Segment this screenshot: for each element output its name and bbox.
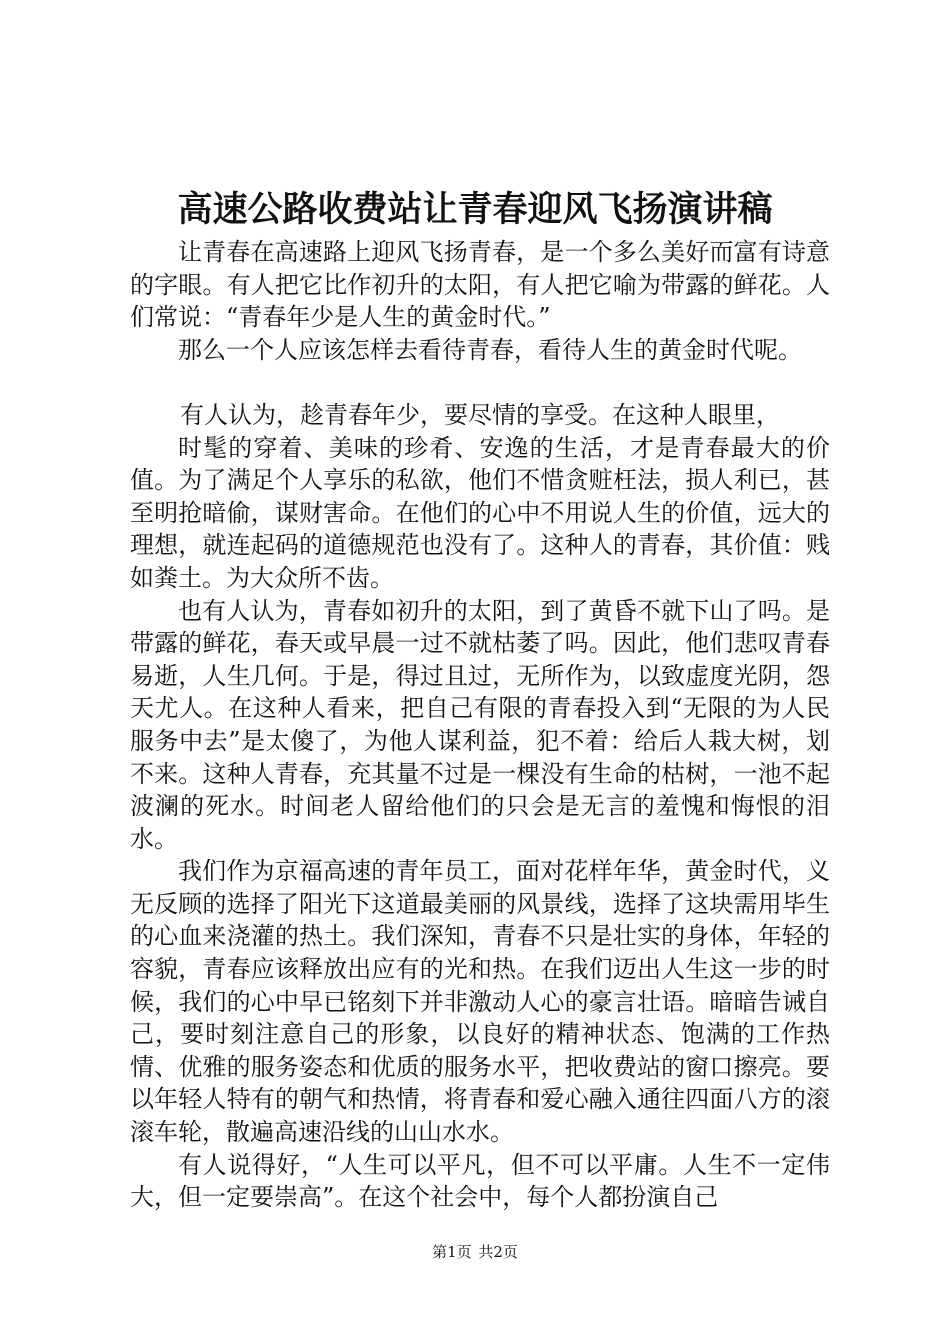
page-number: 第1页 (432, 1243, 472, 1261)
paragraph-1: 让青春在高速路上迎风飞扬青春，是一个多么美好而富有诗意的字眼。有人把它比作初升的太阳，有人把它喻为带露的鲜花。人们常说：“青春年少是人生的黄金时代。” (130, 238, 830, 332)
document-body (130, 236, 830, 1214)
paragraph-5: 也有人认为，青春如初升的太阳，到了黄昏不就下山了吗。是带露的鲜花，春天或早晨一过不就枯萎了吗。因此，他们悲叹青春易逝，人生几何。于是，得过且过，无所作为，以致虚度光阴，怨天尤人。在这种人看来，把自己有限的青春投入到“无限的为人民服务中去”是太傻了，为他人谋利益，犯不着：给后人栽大树，划不来。这种人青春，充其量不过是一棵没有生命的枯树，一池不起波澜的死水。时间老人留给他们的只会是无言的羞愧和悔恨的泪水。 (130, 596, 830, 853)
page-total: 共2页 (478, 1243, 518, 1261)
paragraph-7: 有人说得好，“人生可以平凡，但不可以平庸。人生不一定伟大，但一定要崇高”。在这个社会中，每个人都扮演自己 (130, 1150, 830, 1212)
document-title: 高速公路收费站让青春迎风飞扬演讲稿 (177, 189, 773, 230)
page-footer (0, 1242, 950, 1262)
paragraph-2: 那么一个人应该怎样去看待青春，看待人生的黄金时代呢。 (178, 335, 802, 364)
paragraph-6: 我们作为京福高速的青年员工，面对花样年华，黄金时代，义无反顾的选择了阳光下这道最美丽的风景线，选择了这块需用毕生的心血来浇灌的热土。我们深知，青春不只是壮实的身体，年轻的容貌，青春应该释放出应有的光和热。在我们迈出人生这一步的时候，我们的心中早已铭刻下并非激动人心的豪言壮语。暗暗告诫自己，要时刻注意自己的形象，以良好的精神状态、饱满的工作热情、优雅的服务姿态和优质的服务水平，把收费站的窗口擦亮。要以年轻人特有的朝气和热情，将青春和爱心融入通往四面八方的滚滚车轮，散遍高速沿线的山山水水。 (130, 857, 830, 1147)
paragraph-3: 有人认为，趁青春年少，要尽情的享受。在这种人眼里， (180, 400, 780, 429)
blank-line (130, 366, 830, 399)
paragraph-4: 时髦的穿着、美味的珍肴、安逸的生活，才是青春最大的价值。为了满足个人享乐的私欲，他们不惜贪赃枉法，损人利已，甚至明抢暗偷，谋财害命。在他们的心中不用说人生的价值，远大的理想，就连起码的道德规范也没有了。这种人的青春，其价值：贱如粪土。为大众所不齿。 (130, 433, 830, 592)
